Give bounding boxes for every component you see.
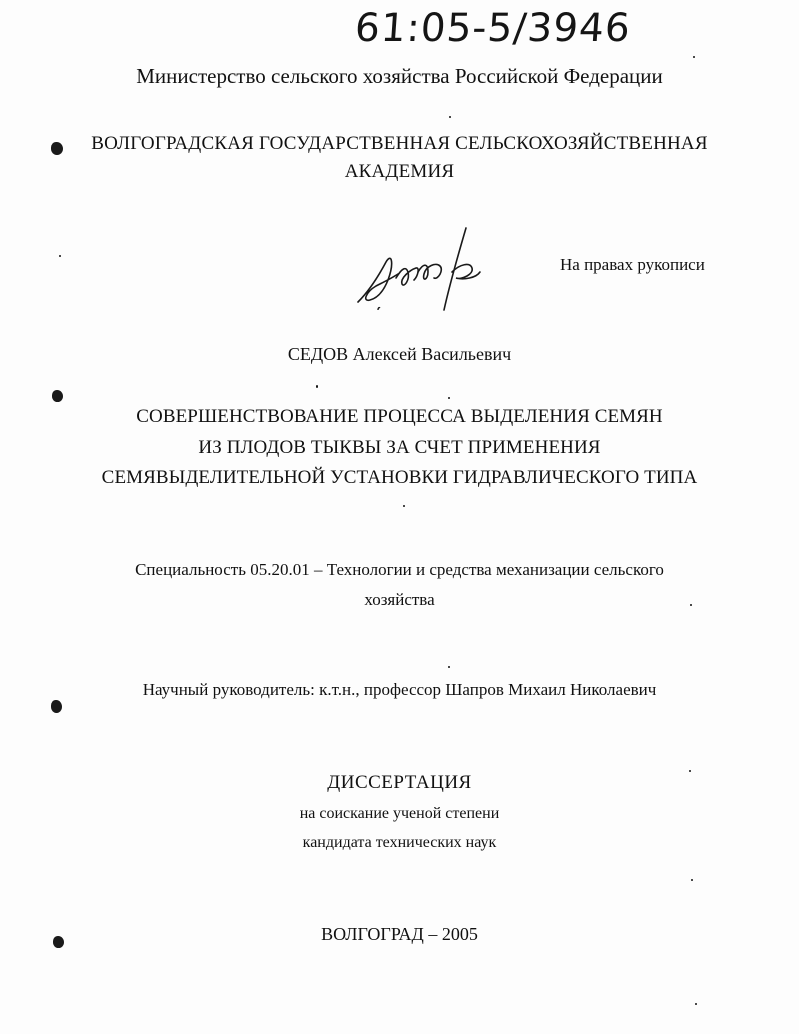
thesis-title-line-2: ИЗ ПЛОДОВ ТЫКВЫ ЗА СЧЕТ ПРИМЕНЕНИЯ (198, 437, 601, 458)
author-signature (348, 222, 488, 314)
speciality-line-2: хозяйства (364, 590, 435, 609)
scan-speck (448, 666, 450, 668)
scan-speck (59, 255, 61, 257)
binding-hole-mark (52, 390, 63, 402)
binding-hole-mark (51, 700, 62, 713)
manuscript-rights-note: На правах рукописи (560, 255, 705, 274)
degree-line-1: на соискание ученой степени (299, 805, 500, 822)
ministry-name: Министерство сельского хозяйства Российской Федерации (136, 64, 663, 88)
academy-name-line-2: АКАДЕМИЯ (344, 161, 455, 182)
city-and-year: ВОЛГОГРАД – 2005 (321, 924, 478, 944)
thesis-title-line-3: СЕМЯВЫДЕЛИТЕЛЬНОЙ УСТАНОВКИ ГИДРАВЛИЧЕСКОГО ТИПА (101, 467, 698, 488)
author-name: СЕДОВ Алексей Васильевич (287, 344, 512, 364)
archive-code-handwritten: 61:05-5/3946 (353, 6, 633, 51)
degree-line-2: кандидата технических наук (302, 834, 497, 851)
dissertation-label: ДИССЕРТАЦИЯ (327, 772, 472, 793)
scientific-supervisor: Научный руководитель: к.т.н., профессор Шапров Михаил Николаевич (142, 680, 657, 699)
scan-speck (695, 1003, 697, 1005)
scan-speck (403, 505, 405, 507)
scan-speck (316, 385, 318, 388)
speciality-line-1: Специальность 05.20.01 – Технологии и средства механизации сельского (135, 560, 664, 579)
scan-speck (449, 116, 451, 118)
binding-hole-mark (53, 936, 64, 948)
academy-name-line-1: ВОЛГОГРАДСКАЯ ГОСУДАРСТВЕННАЯ СЕЛЬСКОХОЗЯЙСТВЕННАЯ (91, 133, 708, 154)
scan-speck (690, 604, 692, 606)
scan-speck (691, 879, 693, 881)
binding-hole-mark (51, 142, 63, 155)
scan-speck (448, 397, 450, 399)
scan-speck (693, 56, 695, 58)
scan-speck (689, 770, 691, 772)
thesis-title-line-1: СОВЕРШЕНСТВОВАНИЕ ПРОЦЕССА ВЫДЕЛЕНИЯ СЕМЯН (136, 406, 663, 427)
